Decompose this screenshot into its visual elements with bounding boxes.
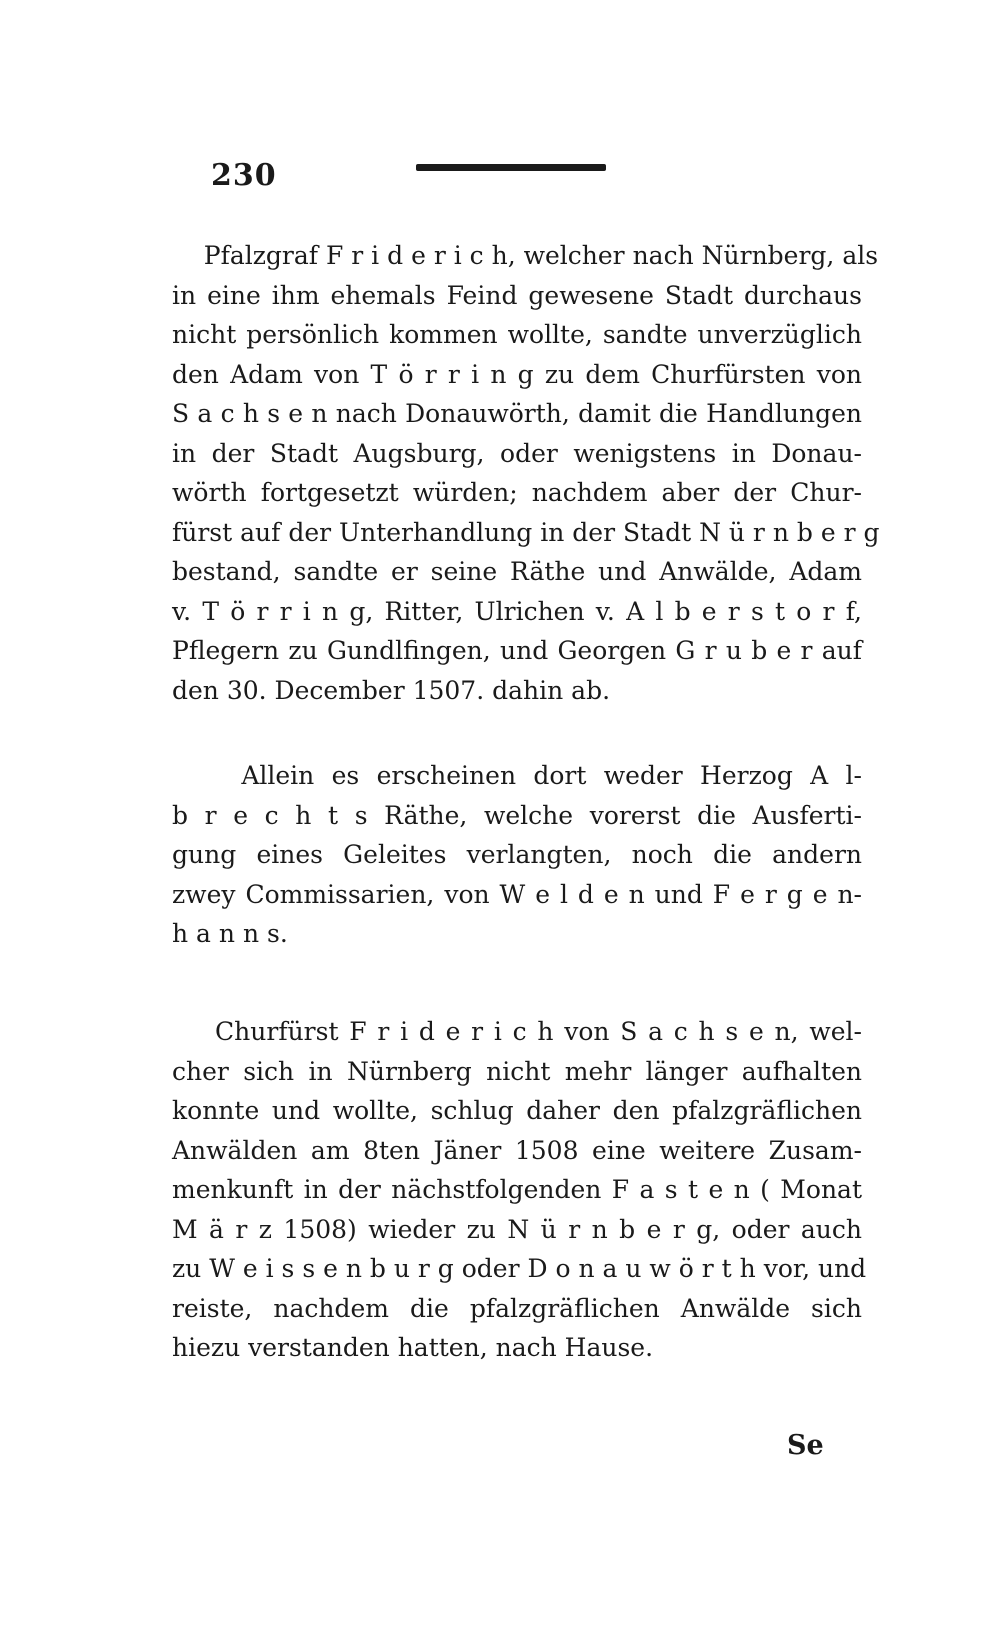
paragraph-2: [172, 756, 862, 954]
text-line: in der Stadt Augsburg, oder wenigstens in Donau-: [172, 438, 862, 468]
text-line: h a n n s.: [172, 919, 288, 948]
text-line: zwey Commissarien, von W e l d e n und F e r g e n-: [172, 879, 862, 909]
text-line: Pfalzgraf F r i d e r i c h, welcher nach Nürnberg, als: [172, 241, 879, 270]
text-line: S a c h s e n nach Donauwörth, damit die Handlungen: [172, 399, 862, 428]
text-line: zu W e i s s e n b u r g oder D o n a u w ö r t h vor, und: [172, 1254, 867, 1283]
text-line: cher sich in Nürnberg nicht mehr länger aufhalten: [172, 1056, 862, 1086]
text-line: b r e c h t s Räthe, welche vorerst die Ausferti-: [172, 800, 862, 830]
text-line: v. T ö r r i n g, Ritter, Ulrichen v. A l b e r s t o r f,: [172, 596, 862, 626]
text-line: konnte und wollte, schlug daher den pfalzgräflichen: [172, 1096, 862, 1125]
text-line: in eine ihm ehemals Feind gewesene Stadt durchaus: [172, 280, 862, 310]
text-line: den 30. December 1507. dahin ab.: [172, 675, 611, 705]
text-line: den Adam von T ö r r i n g zu dem Churfürsten von: [172, 359, 862, 389]
page-number: 230: [211, 158, 277, 193]
text-line: Allein es erscheinen dort weder Herzog A l-: [172, 761, 862, 790]
paragraph-1: [172, 236, 880, 710]
text-line: wörth fortgesetzt würden; nachdem aber der Chur-: [172, 478, 862, 507]
text-line: bestand, sandte er seine Räthe und Anwälde, Adam: [172, 557, 862, 586]
text-line: hiezu verstanden hatten, nach Hause.: [172, 1333, 654, 1362]
text-line: fürst auf der Unterhandlung in der Stadt N ü r n b e r g: [172, 517, 880, 547]
text-line: Pflegern zu Gundlfingen, und Georgen G r u b e r auf: [172, 636, 862, 665]
text-line: M ä r z 1508) wieder zu N ü r n b e r g, oder auch: [172, 1214, 862, 1244]
text-line: menkunft in der nächstfolgenden F a s t e n ( Monat: [172, 1175, 862, 1204]
header-rule: [416, 164, 606, 171]
text-line: Churfürst F r i d e r i c h von S a c h s e n, wel-: [172, 1017, 862, 1046]
paragraph-3: [172, 1012, 867, 1368]
text-line: nicht persönlich kommen wollte, sandte unverzüglich: [172, 320, 862, 349]
text-line: Anwälden am 8ten Jäner 1508 eine weitere Zusam-: [172, 1135, 862, 1165]
catchword: Se: [787, 1430, 824, 1461]
text-line: gung eines Geleites verlangten, noch die andern: [172, 840, 862, 869]
text-line: reiste, nachdem die pfalzgräflichen Anwälde sich: [172, 1293, 862, 1323]
